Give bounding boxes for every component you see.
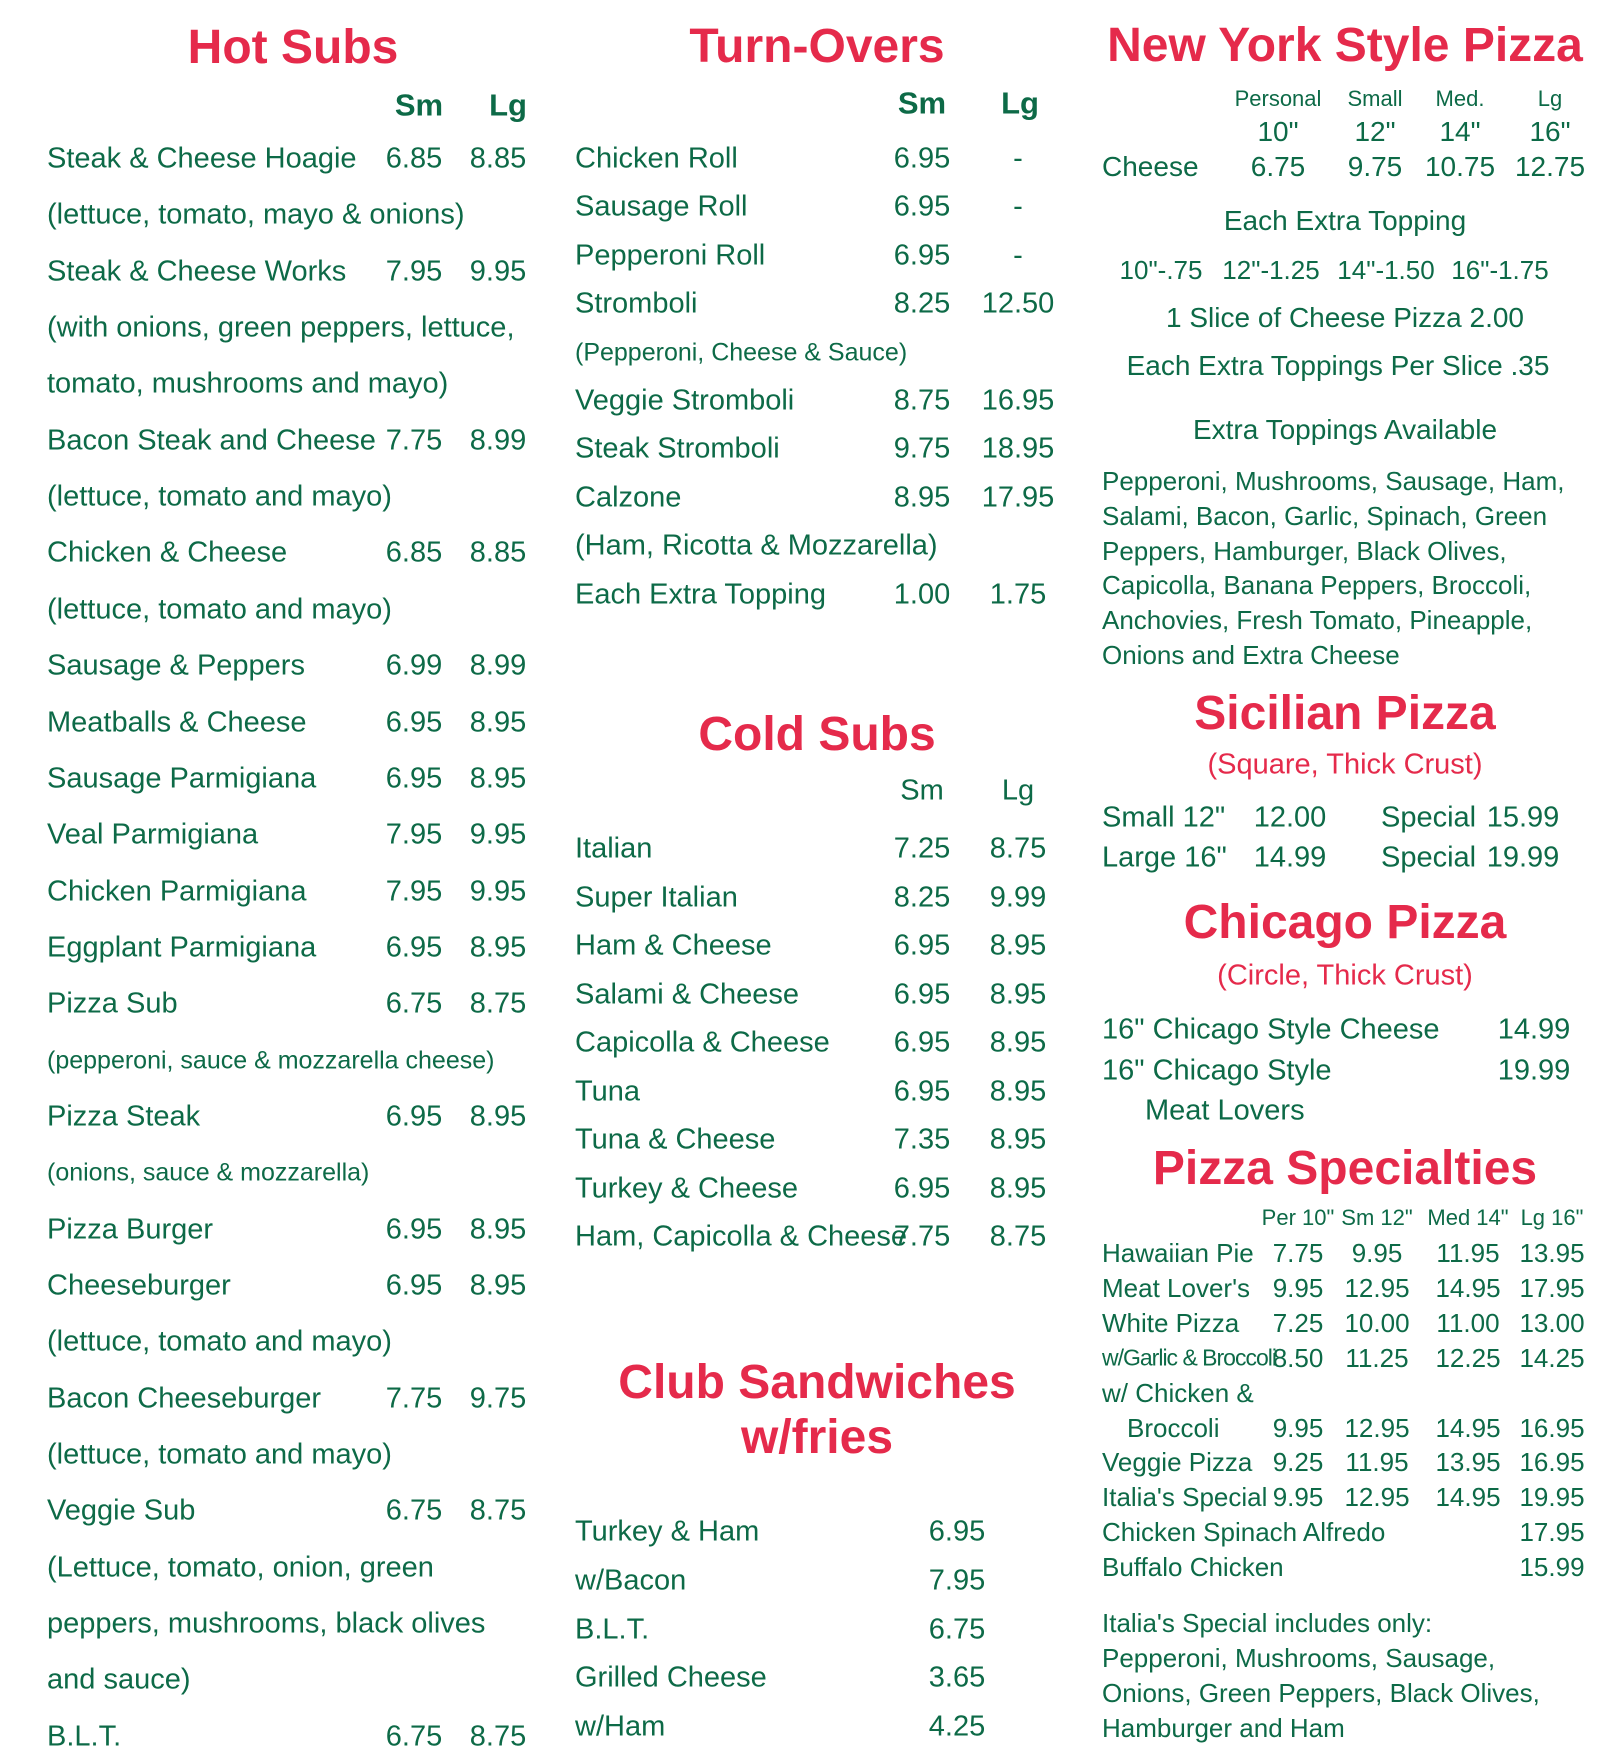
price: 9.25: [1272, 1447, 1324, 1478]
toppings-available-title: Extra Toppings Available: [1192, 414, 1498, 445]
extra-topping-price: 14"-1.50: [1337, 255, 1435, 285]
item-name: Eggplant Parmigiana: [47, 931, 317, 964]
item-description: (lettuce, tomato and mayo): [47, 1438, 392, 1471]
price-sm: 6.95: [893, 1172, 951, 1204]
price-lg: 8.75: [989, 1220, 1047, 1253]
price: 11.95: [1345, 1447, 1409, 1478]
item-name: White Pizza: [1102, 1307, 1240, 1338]
price-sm: 6.95: [893, 142, 951, 175]
item-name: Tuna & Cheese: [575, 1123, 776, 1156]
price-lg: 9.75: [469, 1382, 527, 1415]
price-sm: 6.95: [385, 1213, 443, 1246]
price: 11.25: [1345, 1342, 1409, 1373]
item-name: Sausage Roll: [575, 190, 748, 223]
item-name: Bacon Cheeseburger: [47, 1382, 322, 1415]
item-name: Veggie Pizza: [1102, 1447, 1253, 1478]
price-lg: 16.95: [981, 384, 1055, 417]
price-sm: 7.95: [385, 255, 443, 288]
price-lg: 9.99: [989, 881, 1047, 913]
special-label: Special: [1381, 801, 1477, 834]
price-lg: 1.75: [989, 578, 1047, 611]
item-name: Each Extra Topping: [575, 578, 826, 611]
price-lg: 8.99: [469, 424, 527, 457]
section-title-cold-subs: Cold Subs: [698, 708, 936, 761]
price: 11.95: [1436, 1238, 1500, 1268]
item-description: peppers, mushrooms, black olives: [47, 1607, 486, 1640]
item-name: B.L.T.: [47, 1720, 122, 1753]
item-name: w/Ham: [575, 1710, 666, 1743]
item-name: Chicken Spinach Alfredo: [1102, 1517, 1386, 1548]
price-sm: 6.75: [385, 1494, 443, 1527]
special-price: 15.99: [1486, 801, 1560, 834]
size-inches: 14": [1439, 116, 1481, 147]
section-title-turn-overs: Turn-Overs: [689, 20, 945, 73]
size-header: Lg 16": [1520, 1205, 1584, 1230]
price-lg: 8.95: [989, 1026, 1047, 1059]
specialty-note-line: Hamburger and Ham: [1102, 1713, 1345, 1743]
price: 14.95: [1435, 1272, 1501, 1303]
price: 14.99: [1497, 1013, 1571, 1046]
item-description: tomato, mushrooms and mayo): [47, 367, 449, 400]
price: 12.00: [1253, 801, 1327, 834]
section-subtitle-sicilian: (Square, Thick Crust): [1207, 748, 1483, 781]
column-header-sm: Sm: [900, 774, 944, 807]
item-name: Grilled Cheese: [575, 1661, 767, 1694]
section-subtitle-chicago: (Circle, Thick Crust): [1217, 959, 1473, 992]
item-name: Veal Parmigiana: [47, 818, 259, 851]
extra-topping-price: 16"-1.75: [1451, 255, 1549, 285]
price: 13.95: [1435, 1447, 1501, 1478]
item-name: w/Garlic & Broccoli: [1102, 1344, 1276, 1371]
price: 12.95: [1344, 1272, 1410, 1303]
price-lg: 8.95: [469, 1100, 527, 1133]
special-label: Special: [1381, 841, 1477, 874]
price: 14.95: [1435, 1412, 1501, 1443]
price-sm: 8.25: [893, 881, 951, 913]
toppings-list-line: Peppers, Hamburger, Black Olives,: [1102, 535, 1507, 566]
item-name: Cheeseburger: [47, 1269, 231, 1302]
column-header-lg: Lg: [1001, 774, 1035, 807]
item-name: Steak & Cheese Hoagie: [47, 142, 357, 175]
slice-price: 1 Slice of Cheese Pizza 2.00: [1166, 302, 1524, 333]
size-header: Per 10": [1261, 1205, 1335, 1230]
column-header-sm: Sm: [897, 85, 947, 121]
item-description: (Pepperoni, Cheese & Sauce): [575, 338, 908, 367]
item-name: Veggie Stromboli: [575, 384, 795, 417]
size-label: Small: [1347, 86, 1403, 111]
item-description: (pepperoni, sauce & mozzarella cheese): [47, 1046, 495, 1075]
special-price: 19.99: [1486, 841, 1560, 874]
price-lg: 12.50: [981, 287, 1055, 320]
price-lg: 8.95: [989, 1172, 1047, 1204]
price-sm: 6.95: [385, 1269, 443, 1302]
extra-topping-label: Each Extra Topping: [1223, 205, 1467, 236]
price: 4.25: [928, 1710, 986, 1743]
price-sm: 7.95: [385, 818, 443, 851]
price-lg: 8.75: [469, 1494, 527, 1527]
price: 7.95: [928, 1564, 986, 1597]
item-name: Cheese: [1102, 151, 1199, 182]
item-name: Meat Lovers: [1145, 1094, 1305, 1127]
section-subtitle-with-fries: w/fries: [740, 1411, 894, 1464]
price-sm: 7.25: [893, 832, 951, 865]
item-description: (Lettuce, tomato, onion, green: [47, 1551, 434, 1584]
item-name: Pizza Steak: [47, 1100, 201, 1133]
price: 12.25: [1435, 1342, 1501, 1373]
section-title-hot-subs: Hot Subs: [187, 21, 399, 74]
item-description: (lettuce, tomato and mayo): [47, 593, 392, 626]
price-lg: 8.95: [469, 1269, 527, 1302]
price-lg: 9.95: [469, 255, 527, 288]
size-inches: 10": [1257, 116, 1299, 147]
item-name: Buffalo Chicken: [1102, 1552, 1284, 1583]
price-lg: 8.95: [989, 929, 1047, 962]
size-label: Med.: [1435, 86, 1485, 111]
item-name: Small 12": [1102, 801, 1226, 834]
size-inches: 12": [1354, 116, 1396, 147]
item-description: (Ham, Ricotta & Mozzarella): [575, 529, 938, 562]
item-name: Capicolla & Cheese: [575, 1026, 830, 1059]
price: 6.75: [1250, 151, 1306, 182]
extra-topping-price: 10"-.75: [1119, 255, 1203, 285]
size-inches: 16": [1529, 116, 1571, 147]
item-description: (lettuce, tomato and mayo): [47, 1325, 392, 1358]
price-lg: 8.99: [469, 649, 527, 682]
price: 14.95: [1435, 1482, 1501, 1513]
item-name: Bacon Steak and Cheese: [47, 424, 376, 457]
item-name: 16" Chicago Style Cheese: [1102, 1013, 1440, 1046]
toppings-list-line: Onions and Extra Cheese: [1102, 640, 1400, 670]
price-sm: 9.75: [893, 432, 951, 465]
price: 16.95: [1519, 1412, 1585, 1443]
item-name: Ham & Cheese: [575, 929, 772, 962]
price: 15.99: [1519, 1552, 1585, 1583]
item-name: Pizza Sub: [47, 987, 178, 1020]
price: 9.95: [1272, 1412, 1324, 1443]
column-header-lg: Lg: [1001, 85, 1039, 121]
price-sm: 7.95: [385, 875, 443, 908]
item-description: (lettuce, tomato and mayo): [47, 480, 392, 513]
item-name: 16" Chicago Style: [1102, 1054, 1332, 1086]
item-name: Meat Lover's: [1102, 1272, 1251, 1303]
price: 7.25: [1272, 1307, 1324, 1338]
toppings-list-line: Capicolla, Banana Peppers, Broccoli,: [1102, 570, 1532, 601]
item-name: Tuna: [575, 1075, 641, 1107]
specialty-note-line: Italia's Special includes only:: [1102, 1608, 1433, 1638]
item-name: Steak & Cheese Works: [47, 255, 347, 288]
price-sm: 6.95: [893, 929, 951, 962]
price-lg: 8.75: [469, 987, 527, 1020]
price-lg: 8.85: [469, 536, 527, 569]
toppings-list-line: Pepperoni, Mushrooms, Sausage, Ham,: [1102, 466, 1565, 496]
price: 12.75: [1514, 151, 1586, 182]
size-header: Med 14": [1427, 1205, 1509, 1230]
price-sm: 7.75: [893, 1220, 951, 1253]
price-sm: 8.25: [893, 287, 951, 320]
price-lg: 17.95: [981, 481, 1055, 514]
price-lg: 9.95: [469, 818, 527, 851]
section-title-club-sandwiches: Club Sandwiches: [618, 1356, 1016, 1409]
price: 12.95: [1344, 1412, 1410, 1443]
size-label: Lg: [1537, 86, 1563, 111]
price-lg: 18.95: [981, 432, 1055, 465]
item-name: Large 16": [1102, 841, 1227, 874]
price-sm: 6.85: [385, 142, 443, 175]
extra-topping-price: 12"-1.25: [1222, 255, 1320, 285]
item-name: Pizza Burger: [47, 1213, 214, 1246]
item-name: Italia's Special: [1102, 1482, 1268, 1513]
price-sm: 6.95: [385, 706, 443, 738]
price-lg: 8.95: [989, 978, 1047, 1010]
toppings-list-line: Salami, Bacon, Garlic, Spinach, Green: [1102, 500, 1548, 531]
price-sm: 6.99: [385, 649, 443, 682]
price-lg: -: [1013, 190, 1023, 223]
price-lg: -: [1013, 239, 1023, 272]
size-label: Personal: [1234, 86, 1322, 111]
price: 8.50: [1272, 1342, 1324, 1373]
price: 10.75: [1424, 151, 1496, 182]
price: 3.65: [928, 1661, 986, 1694]
price: 11.00: [1436, 1307, 1500, 1338]
price: 9.95: [1272, 1482, 1324, 1513]
price: 12.95: [1344, 1482, 1410, 1513]
price-sm: 6.95: [385, 931, 443, 964]
item-name: w/ Chicken &: [1102, 1377, 1254, 1408]
price-lg: 8.95: [469, 1213, 527, 1246]
item-name: Steak Stromboli: [575, 432, 780, 465]
price: 9.75: [1347, 151, 1403, 182]
specialty-note-line: Pepperoni, Mushrooms, Sausage,: [1102, 1643, 1496, 1673]
price-lg: 8.95: [469, 762, 527, 795]
price: 13.95: [1519, 1238, 1585, 1268]
price: 9.95: [1351, 1238, 1403, 1268]
price-lg: 8.95: [469, 931, 527, 964]
item-name: Chicken & Cheese: [47, 536, 288, 569]
item-name: B.L.T.: [575, 1613, 650, 1646]
price: 14.25: [1519, 1342, 1585, 1373]
slice-topping-price: Each Extra Toppings Per Slice .35: [1126, 350, 1550, 381]
price-sm: 6.95: [385, 1100, 443, 1133]
price-lg: 9.95: [469, 875, 527, 908]
price: 17.95: [1519, 1517, 1585, 1548]
item-name: Sausage Parmigiana: [47, 762, 317, 795]
price-sm: 7.75: [385, 1382, 443, 1415]
item-name: Meatballs & Cheese: [47, 706, 307, 738]
item-name: Veggie Sub: [47, 1494, 196, 1527]
item-name: Chicken Roll: [575, 142, 738, 175]
price-lg: 8.75: [469, 1720, 527, 1753]
section-title-chicago: Chicago Pizza: [1183, 896, 1507, 949]
item-name: Turkey & Cheese: [575, 1172, 798, 1204]
item-name: Ham, Capicolla & Cheese: [575, 1220, 908, 1253]
item-name: Salami & Cheese: [575, 978, 800, 1010]
price: 10.00: [1344, 1307, 1410, 1338]
item-name: Pepperoni Roll: [575, 239, 766, 272]
section-title-ny-pizza: New York Style Pizza: [1107, 19, 1583, 72]
column-header-lg: Lg: [489, 87, 527, 123]
price-sm: 6.75: [385, 1720, 443, 1753]
size-header: Sm 12": [1341, 1205, 1413, 1230]
item-name: Stromboli: [575, 287, 698, 320]
price-sm: 6.95: [893, 978, 951, 1010]
price-sm: 6.95: [893, 1026, 951, 1059]
price: 17.95: [1519, 1272, 1585, 1303]
price-lg: 8.75: [989, 832, 1047, 865]
price-sm: 6.95: [893, 239, 951, 272]
item-description: (lettuce, tomato, mayo & onions): [47, 198, 465, 231]
price: 6.95: [928, 1515, 986, 1548]
price: 19.95: [1519, 1482, 1585, 1513]
price-sm: 6.95: [893, 190, 951, 223]
price: 14.99: [1253, 841, 1327, 874]
price-sm: 8.75: [893, 384, 951, 417]
item-name: Italian: [575, 832, 653, 865]
section-title-sicilian: Sicilian Pizza: [1194, 687, 1496, 740]
item-name: Calzone: [575, 481, 682, 514]
price-lg: -: [1013, 142, 1023, 175]
price-sm: 1.00: [893, 578, 951, 611]
price-lg: 8.95: [469, 706, 527, 738]
item-name: Broccoli: [1127, 1412, 1220, 1443]
price-sm: 6.75: [385, 987, 443, 1020]
specialty-note-line: Onions, Green Peppers, Black Olives,: [1102, 1678, 1540, 1708]
item-description: and sauce): [47, 1663, 191, 1696]
item-description: (onions, sauce & mozzarella): [47, 1158, 370, 1187]
price-sm: 6.85: [385, 536, 443, 569]
item-description: (with onions, green peppers, lettuce,: [47, 311, 515, 344]
price: 13.00: [1519, 1307, 1585, 1338]
price-lg: 8.95: [989, 1123, 1047, 1156]
price: 6.75: [928, 1613, 986, 1646]
price-lg: 8.95: [989, 1075, 1047, 1107]
item-name: Sausage & Peppers: [47, 649, 305, 682]
column-header-sm: Sm: [394, 87, 444, 123]
item-name: Hawaiian Pie: [1102, 1238, 1254, 1268]
price-sm: 7.75: [385, 424, 443, 457]
item-name: Chicken Parmigiana: [47, 875, 307, 908]
section-title-specialties: Pizza Specialties: [1152, 1142, 1538, 1195]
price-sm: 8.95: [893, 481, 951, 514]
price-sm: 6.95: [385, 762, 443, 795]
price-sm: 6.95: [893, 1075, 951, 1107]
item-name: Super Italian: [575, 881, 738, 913]
toppings-list-line: Anchovies, Fresh Tomato, Pineapple,: [1102, 605, 1533, 636]
price: 16.95: [1519, 1447, 1585, 1478]
price: 7.75: [1272, 1238, 1324, 1268]
price: 9.95: [1272, 1272, 1324, 1303]
item-name: w/Bacon: [575, 1564, 687, 1597]
item-name: Turkey & Ham: [575, 1515, 760, 1548]
price: 19.99: [1497, 1054, 1571, 1086]
price-sm: 7.35: [893, 1123, 951, 1156]
price-lg: 8.85: [469, 142, 527, 175]
